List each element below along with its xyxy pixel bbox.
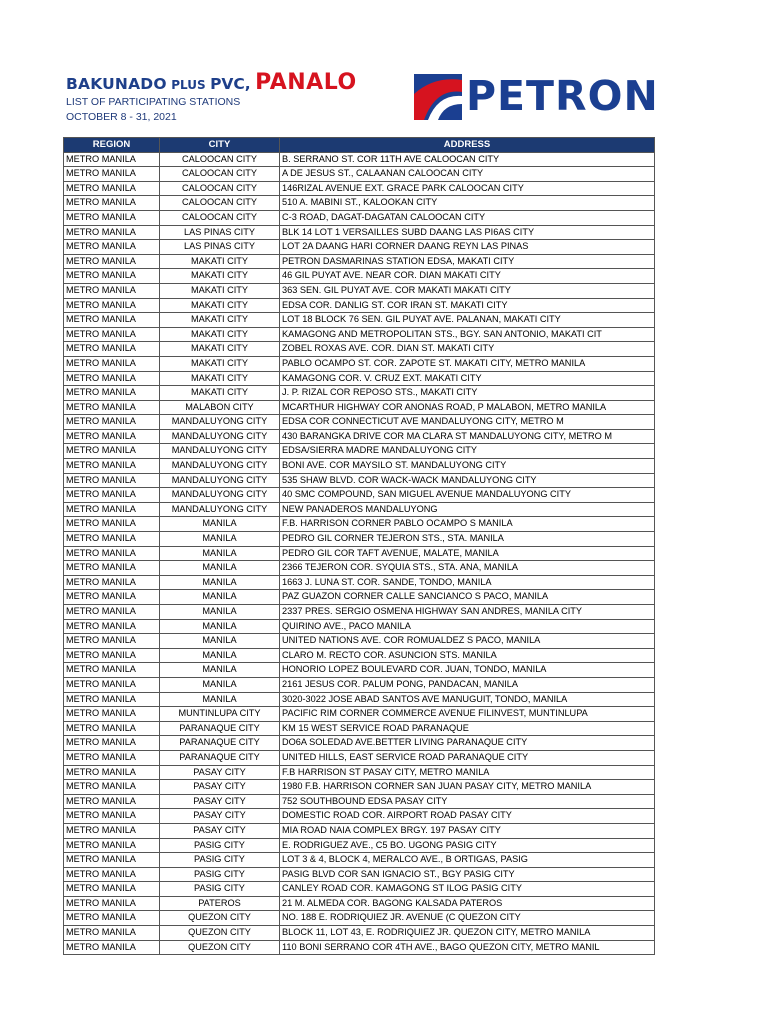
city-cell: PARANAQUE CITY	[160, 721, 280, 736]
region-cell: METRO MANILA	[64, 809, 160, 824]
column-header-region: REGION	[64, 138, 160, 153]
table-row	[64, 707, 655, 722]
city-cell: MANDALUYONG CITY	[160, 429, 280, 444]
stations-table	[63, 137, 655, 955]
region-cell: METRO MANILA	[64, 444, 160, 459]
date-range: OCTOBER 8 - 31, 2021	[66, 111, 177, 123]
table-row	[64, 619, 655, 634]
promo-title	[66, 70, 357, 95]
city-cell: MANDALUYONG CITY	[160, 459, 280, 474]
region-cell: METRO MANILA	[64, 356, 160, 371]
table-row	[64, 371, 655, 386]
city-cell: MAKATI CITY	[160, 283, 280, 298]
region-cell: METRO MANILA	[64, 532, 160, 547]
list-subtitle: LIST OF PARTICIPATING STATIONS	[66, 96, 241, 108]
city-cell: MAKATI CITY	[160, 298, 280, 313]
city-cell: MAKATI CITY	[160, 356, 280, 371]
city-cell: MANILA	[160, 575, 280, 590]
table-body	[64, 152, 655, 955]
city-cell: CALOOCAN CITY	[160, 167, 280, 182]
region-cell: METRO MANILA	[64, 794, 160, 809]
table-row	[64, 459, 655, 474]
city-cell: CALOOCAN CITY	[160, 210, 280, 225]
document-header	[64, 60, 664, 130]
city-cell: QUEZON CITY	[160, 911, 280, 926]
address-cell: J. P. RIZAL COR REPOSO STS., MAKATI CITY	[280, 386, 655, 401]
region-cell: METRO MANILA	[64, 692, 160, 707]
address-cell: 110 BONI SERRANO COR 4TH AVE., BAGO QUEZON CITY, METRO MANIL	[280, 940, 655, 955]
table-row	[64, 254, 655, 269]
region-cell: METRO MANILA	[64, 327, 160, 342]
promo-plus: PLUS	[171, 78, 206, 92]
region-cell: METRO MANILA	[64, 634, 160, 649]
region-cell: METRO MANILA	[64, 765, 160, 780]
address-cell: 46 GIL PUYAT AVE. NEAR COR. DIAN MAKATI CITY	[280, 269, 655, 284]
address-cell: 2161 JESUS COR. PALUM PONG, PANDACAN, MANILA	[280, 677, 655, 692]
address-cell: A DE JESUS ST., CALAANAN CALOOCAN CITY	[280, 167, 655, 182]
address-cell: PETRON DASMARINAS STATION EDSA, MAKATI CITY	[280, 254, 655, 269]
table-row	[64, 823, 655, 838]
table-row	[64, 386, 655, 401]
table-row	[64, 940, 655, 955]
region-cell: METRO MANILA	[64, 940, 160, 955]
region-cell: METRO MANILA	[64, 853, 160, 868]
table-row	[64, 152, 655, 167]
region-cell: METRO MANILA	[64, 313, 160, 328]
city-cell: PASIG CITY	[160, 838, 280, 853]
address-cell: DO6A SOLEDAD AVE.BETTER LIVING PARANAQUE CITY	[280, 736, 655, 751]
address-cell: PABLO OCAMPO ST. COR. ZAPOTE ST. MAKATI CITY, METRO MANILA	[280, 356, 655, 371]
table-row	[64, 429, 655, 444]
city-cell: PASAY CITY	[160, 794, 280, 809]
city-cell: MALABON CITY	[160, 400, 280, 415]
address-cell: EDSA COR. DANLIG ST. COR IRAN ST. MAKATI CITY	[280, 298, 655, 313]
city-cell: MAKATI CITY	[160, 327, 280, 342]
table-row	[64, 269, 655, 284]
city-cell: MAKATI CITY	[160, 313, 280, 328]
region-cell: METRO MANILA	[64, 882, 160, 897]
region-cell: METRO MANILA	[64, 269, 160, 284]
city-cell: MANILA	[160, 590, 280, 605]
promo-panalo: PANALO	[255, 70, 357, 95]
address-cell: E. RODRIGUEZ AVE., C5 BO. UGONG PASIG CITY	[280, 838, 655, 853]
table-row	[64, 721, 655, 736]
table-row	[64, 648, 655, 663]
table-row	[64, 210, 655, 225]
region-cell: METRO MANILA	[64, 415, 160, 430]
address-cell: CANLEY ROAD COR. KAMAGONG ST ILOG PASIG CITY	[280, 882, 655, 897]
address-cell: 21 M. ALMEDA COR. BAGONG KALSADA PATEROS	[280, 896, 655, 911]
region-cell: METRO MANILA	[64, 240, 160, 255]
city-cell: CALOOCAN CITY	[160, 181, 280, 196]
region-cell: METRO MANILA	[64, 648, 160, 663]
city-cell: MANILA	[160, 517, 280, 532]
address-cell: PASIG BLVD COR SAN IGNACIO ST., BGY PASIG CITY	[280, 867, 655, 882]
city-cell: PASAY CITY	[160, 780, 280, 795]
region-cell: METRO MANILA	[64, 488, 160, 503]
city-cell: PASAY CITY	[160, 809, 280, 824]
region-cell: METRO MANILA	[64, 677, 160, 692]
city-cell: PASAY CITY	[160, 765, 280, 780]
address-cell: F.B. HARRISON CORNER PABLO OCAMPO S MANILA	[280, 517, 655, 532]
table-row	[64, 926, 655, 941]
column-header-address: ADDRESS	[280, 138, 655, 153]
region-cell: METRO MANILA	[64, 196, 160, 211]
table-row	[64, 356, 655, 371]
address-cell: LOT 3 & 4, BLOCK 4, MERALCO AVE., B ORTIGAS, PASIG	[280, 853, 655, 868]
address-cell: KAMAGONG COR. V. CRUZ EXT. MAKATI CITY	[280, 371, 655, 386]
city-cell: CALOOCAN CITY	[160, 196, 280, 211]
table-header-row	[64, 138, 655, 153]
address-cell: 510 A. MABINI ST., KALOOKAN CITY	[280, 196, 655, 211]
region-cell: METRO MANILA	[64, 823, 160, 838]
region-cell: METRO MANILA	[64, 575, 160, 590]
city-cell: MANILA	[160, 648, 280, 663]
table-row	[64, 809, 655, 824]
table-row	[64, 415, 655, 430]
city-cell: QUEZON CITY	[160, 940, 280, 955]
city-cell: PASAY CITY	[160, 823, 280, 838]
address-cell: CLARO M. RECTO COR. ASUNCION STS. MANILA	[280, 648, 655, 663]
address-cell: MIA ROAD NAIA COMPLEX BRGY. 197 PASAY CITY	[280, 823, 655, 838]
city-cell: MANDALUYONG CITY	[160, 473, 280, 488]
region-cell: METRO MANILA	[64, 750, 160, 765]
table-row	[64, 400, 655, 415]
address-cell: BONI AVE. COR MAYSILO ST. MANDALUYONG CITY	[280, 459, 655, 474]
address-cell: 146RIZAL AVENUE EXT. GRACE PARK CALOOCAN CITY	[280, 181, 655, 196]
city-cell: MUNTINLUPA CITY	[160, 707, 280, 722]
region-cell: METRO MANILA	[64, 663, 160, 678]
petron-logo	[414, 72, 659, 120]
region-cell: METRO MANILA	[64, 342, 160, 357]
address-cell: 535 SHAW BLVD. COR WACK-WACK MANDALUYONG CITY	[280, 473, 655, 488]
city-cell: MANILA	[160, 663, 280, 678]
city-cell: PARANAQUE CITY	[160, 736, 280, 751]
region-cell: METRO MANILA	[64, 546, 160, 561]
table-row	[64, 546, 655, 561]
address-cell: PAZ GUAZON CORNER CALLE SANCIANCO S PACO, MANILA	[280, 590, 655, 605]
address-cell: KAMAGONG AND METROPOLITAN STS., BGY. SAN ANTONIO, MAKATI CIT	[280, 327, 655, 342]
region-cell: METRO MANILA	[64, 386, 160, 401]
address-cell: F.B HARRISON ST PASAY CITY, METRO MANILA	[280, 765, 655, 780]
region-cell: METRO MANILA	[64, 283, 160, 298]
table-row	[64, 532, 655, 547]
table-row	[64, 298, 655, 313]
city-cell: MANILA	[160, 546, 280, 561]
region-cell: METRO MANILA	[64, 707, 160, 722]
table-row	[64, 561, 655, 576]
region-cell: METRO MANILA	[64, 780, 160, 795]
address-cell: PEDRO GIL CORNER TEJERON STS., STA. MANILA	[280, 532, 655, 547]
promo-bakunado: BAKUNADO	[66, 75, 167, 93]
table-row	[64, 488, 655, 503]
address-cell: 752 SOUTHBOUND EDSA PASAY CITY	[280, 794, 655, 809]
address-cell: 363 SEN. GIL PUYAT AVE. COR MAKATI MAKATI CITY	[280, 283, 655, 298]
region-cell: METRO MANILA	[64, 473, 160, 488]
address-cell: C-3 ROAD, DAGAT-DAGATAN CALOOCAN CITY	[280, 210, 655, 225]
table-row	[64, 838, 655, 853]
column-header-city: CITY	[160, 138, 280, 153]
city-cell: MANILA	[160, 605, 280, 620]
city-cell: LAS PINAS CITY	[160, 225, 280, 240]
address-cell: ZOBEL ROXAS AVE. COR. DIAN ST. MAKATI CITY	[280, 342, 655, 357]
city-cell: MANDALUYONG CITY	[160, 415, 280, 430]
city-cell: MANILA	[160, 677, 280, 692]
city-cell: MANILA	[160, 532, 280, 547]
table-row	[64, 634, 655, 649]
table-row	[64, 167, 655, 182]
address-cell: UNITED NATIONS AVE. COR ROMUALDEZ S PACO, MANILA	[280, 634, 655, 649]
city-cell: CALOOCAN CITY	[160, 152, 280, 167]
address-cell: PEDRO GIL COR TAFT AVENUE, MALATE, MANILA	[280, 546, 655, 561]
address-cell: EDSA/SIERRA MADRE MANDALUYONG CITY	[280, 444, 655, 459]
table-row	[64, 283, 655, 298]
table-row	[64, 240, 655, 255]
region-cell: METRO MANILA	[64, 371, 160, 386]
address-cell: MCARTHUR HIGHWAY COR ANONAS ROAD, P MALABON, METRO MANILA	[280, 400, 655, 415]
region-cell: METRO MANILA	[64, 721, 160, 736]
region-cell: METRO MANILA	[64, 298, 160, 313]
address-cell: 3020-3022 JOSE ABAD SANTOS AVE MANUGUIT, TONDO, MANILA	[280, 692, 655, 707]
region-cell: METRO MANILA	[64, 429, 160, 444]
address-cell: BLOCK 11, LOT 43, E. RODRIQUIEZ JR. QUEZON CITY, METRO MANILA	[280, 926, 655, 941]
table-row	[64, 575, 655, 590]
city-cell: MANILA	[160, 634, 280, 649]
region-cell: METRO MANILA	[64, 926, 160, 941]
table-row	[64, 911, 655, 926]
city-cell: QUEZON CITY	[160, 926, 280, 941]
address-cell: 2366 TEJERON COR. SYQUIA STS., STA. ANA, MANILA	[280, 561, 655, 576]
table-row	[64, 313, 655, 328]
address-cell: LOT 18 BLOCK 76 SEN. GIL PUYAT AVE. PALANAN, MAKATI CITY	[280, 313, 655, 328]
table-row	[64, 692, 655, 707]
address-cell: DOMESTIC ROAD COR. AIRPORT ROAD PASAY CITY	[280, 809, 655, 824]
region-cell: METRO MANILA	[64, 590, 160, 605]
region-cell: METRO MANILA	[64, 181, 160, 196]
address-cell: 430 BARANGKA DRIVE COR MA CLARA ST MANDALUYONG CITY, METRO M	[280, 429, 655, 444]
table-row	[64, 794, 655, 809]
table-row	[64, 590, 655, 605]
city-cell: MAKATI CITY	[160, 371, 280, 386]
table-row	[64, 196, 655, 211]
region-cell: METRO MANILA	[64, 225, 160, 240]
address-cell: NO. 188 E. RODRIQUIEZ JR. AVENUE (C QUEZON CITY	[280, 911, 655, 926]
table-row	[64, 780, 655, 795]
table-row	[64, 750, 655, 765]
table-row	[64, 181, 655, 196]
city-cell: MANDALUYONG CITY	[160, 488, 280, 503]
table-row	[64, 663, 655, 678]
address-cell: QUIRINO AVE., PACO MANILA	[280, 619, 655, 634]
promo-pvc: PVC,	[210, 75, 251, 93]
city-cell: MANILA	[160, 692, 280, 707]
region-cell: METRO MANILA	[64, 459, 160, 474]
address-cell: B. SERRANO ST. COR 11TH AVE CALOOCAN CITY	[280, 152, 655, 167]
city-cell: MANILA	[160, 561, 280, 576]
city-cell: MANDALUYONG CITY	[160, 502, 280, 517]
region-cell: METRO MANILA	[64, 736, 160, 751]
region-cell: METRO MANILA	[64, 605, 160, 620]
city-cell: PATEROS	[160, 896, 280, 911]
petron-wordmark: PETRON	[466, 72, 659, 120]
city-cell: PASIG CITY	[160, 853, 280, 868]
petron-swoosh-icon	[414, 74, 462, 120]
address-cell: 2337 PRES. SERGIO OSMENA HIGHWAY SAN ANDRES, MANILA CITY	[280, 605, 655, 620]
table-row	[64, 853, 655, 868]
region-cell: METRO MANILA	[64, 400, 160, 415]
city-cell: MAKATI CITY	[160, 269, 280, 284]
address-cell: KM 15 WEST SERVICE ROAD PARANAQUE	[280, 721, 655, 736]
region-cell: METRO MANILA	[64, 254, 160, 269]
city-cell: MANILA	[160, 619, 280, 634]
region-cell: METRO MANILA	[64, 167, 160, 182]
region-cell: METRO MANILA	[64, 210, 160, 225]
region-cell: METRO MANILA	[64, 561, 160, 576]
region-cell: METRO MANILA	[64, 911, 160, 926]
address-cell: UNITED HILLS, EAST SERVICE ROAD PARANAQUE CITY	[280, 750, 655, 765]
region-cell: METRO MANILA	[64, 896, 160, 911]
city-cell: MANDALUYONG CITY	[160, 444, 280, 459]
city-cell: PARANAQUE CITY	[160, 750, 280, 765]
region-cell: METRO MANILA	[64, 838, 160, 853]
table-row	[64, 327, 655, 342]
region-cell: METRO MANILA	[64, 619, 160, 634]
table-row	[64, 867, 655, 882]
address-cell: HONORIO LOPEZ BOULEVARD COR. JUAN, TONDO, MANILA	[280, 663, 655, 678]
address-cell: LOT 2A DAANG HARI CORNER DAANG REYN LAS PINAS	[280, 240, 655, 255]
city-cell: PASIG CITY	[160, 867, 280, 882]
city-cell: LAS PINAS CITY	[160, 240, 280, 255]
city-cell: PASIG CITY	[160, 882, 280, 897]
address-cell: PACIFIC RIM CORNER COMMERCE AVENUE FILINVEST, MUNTINLUPA	[280, 707, 655, 722]
table-row	[64, 882, 655, 897]
table-row	[64, 736, 655, 751]
address-cell: 1663 J. LUNA ST. COR. SANDE, TONDO, MANILA	[280, 575, 655, 590]
table-row	[64, 896, 655, 911]
region-cell: METRO MANILA	[64, 517, 160, 532]
region-cell: METRO MANILA	[64, 152, 160, 167]
table-row	[64, 502, 655, 517]
address-cell: 1980 F.B. HARRISON CORNER SAN JUAN PASAY CITY, METRO MANILA	[280, 780, 655, 795]
address-cell: EDSA COR CONNECTICUT AVE MANDALUYONG CITY, METRO M	[280, 415, 655, 430]
table-row	[64, 473, 655, 488]
address-cell: BLK 14 LOT 1 VERSAILLES SUBD DAANG LAS PI6AS CITY	[280, 225, 655, 240]
city-cell: MAKATI CITY	[160, 342, 280, 357]
region-cell: METRO MANILA	[64, 867, 160, 882]
region-cell: METRO MANILA	[64, 502, 160, 517]
table-row	[64, 605, 655, 620]
address-cell: NEW PANADEROS MANDALUYONG	[280, 502, 655, 517]
address-cell: 40 SMC COMPOUND, SAN MIGUEL AVENUE MANDALUYONG CITY	[280, 488, 655, 503]
table-row	[64, 225, 655, 240]
table-row	[64, 444, 655, 459]
city-cell: MAKATI CITY	[160, 386, 280, 401]
table-row	[64, 342, 655, 357]
table-row	[64, 765, 655, 780]
table-row	[64, 517, 655, 532]
table-row	[64, 677, 655, 692]
city-cell: MAKATI CITY	[160, 254, 280, 269]
